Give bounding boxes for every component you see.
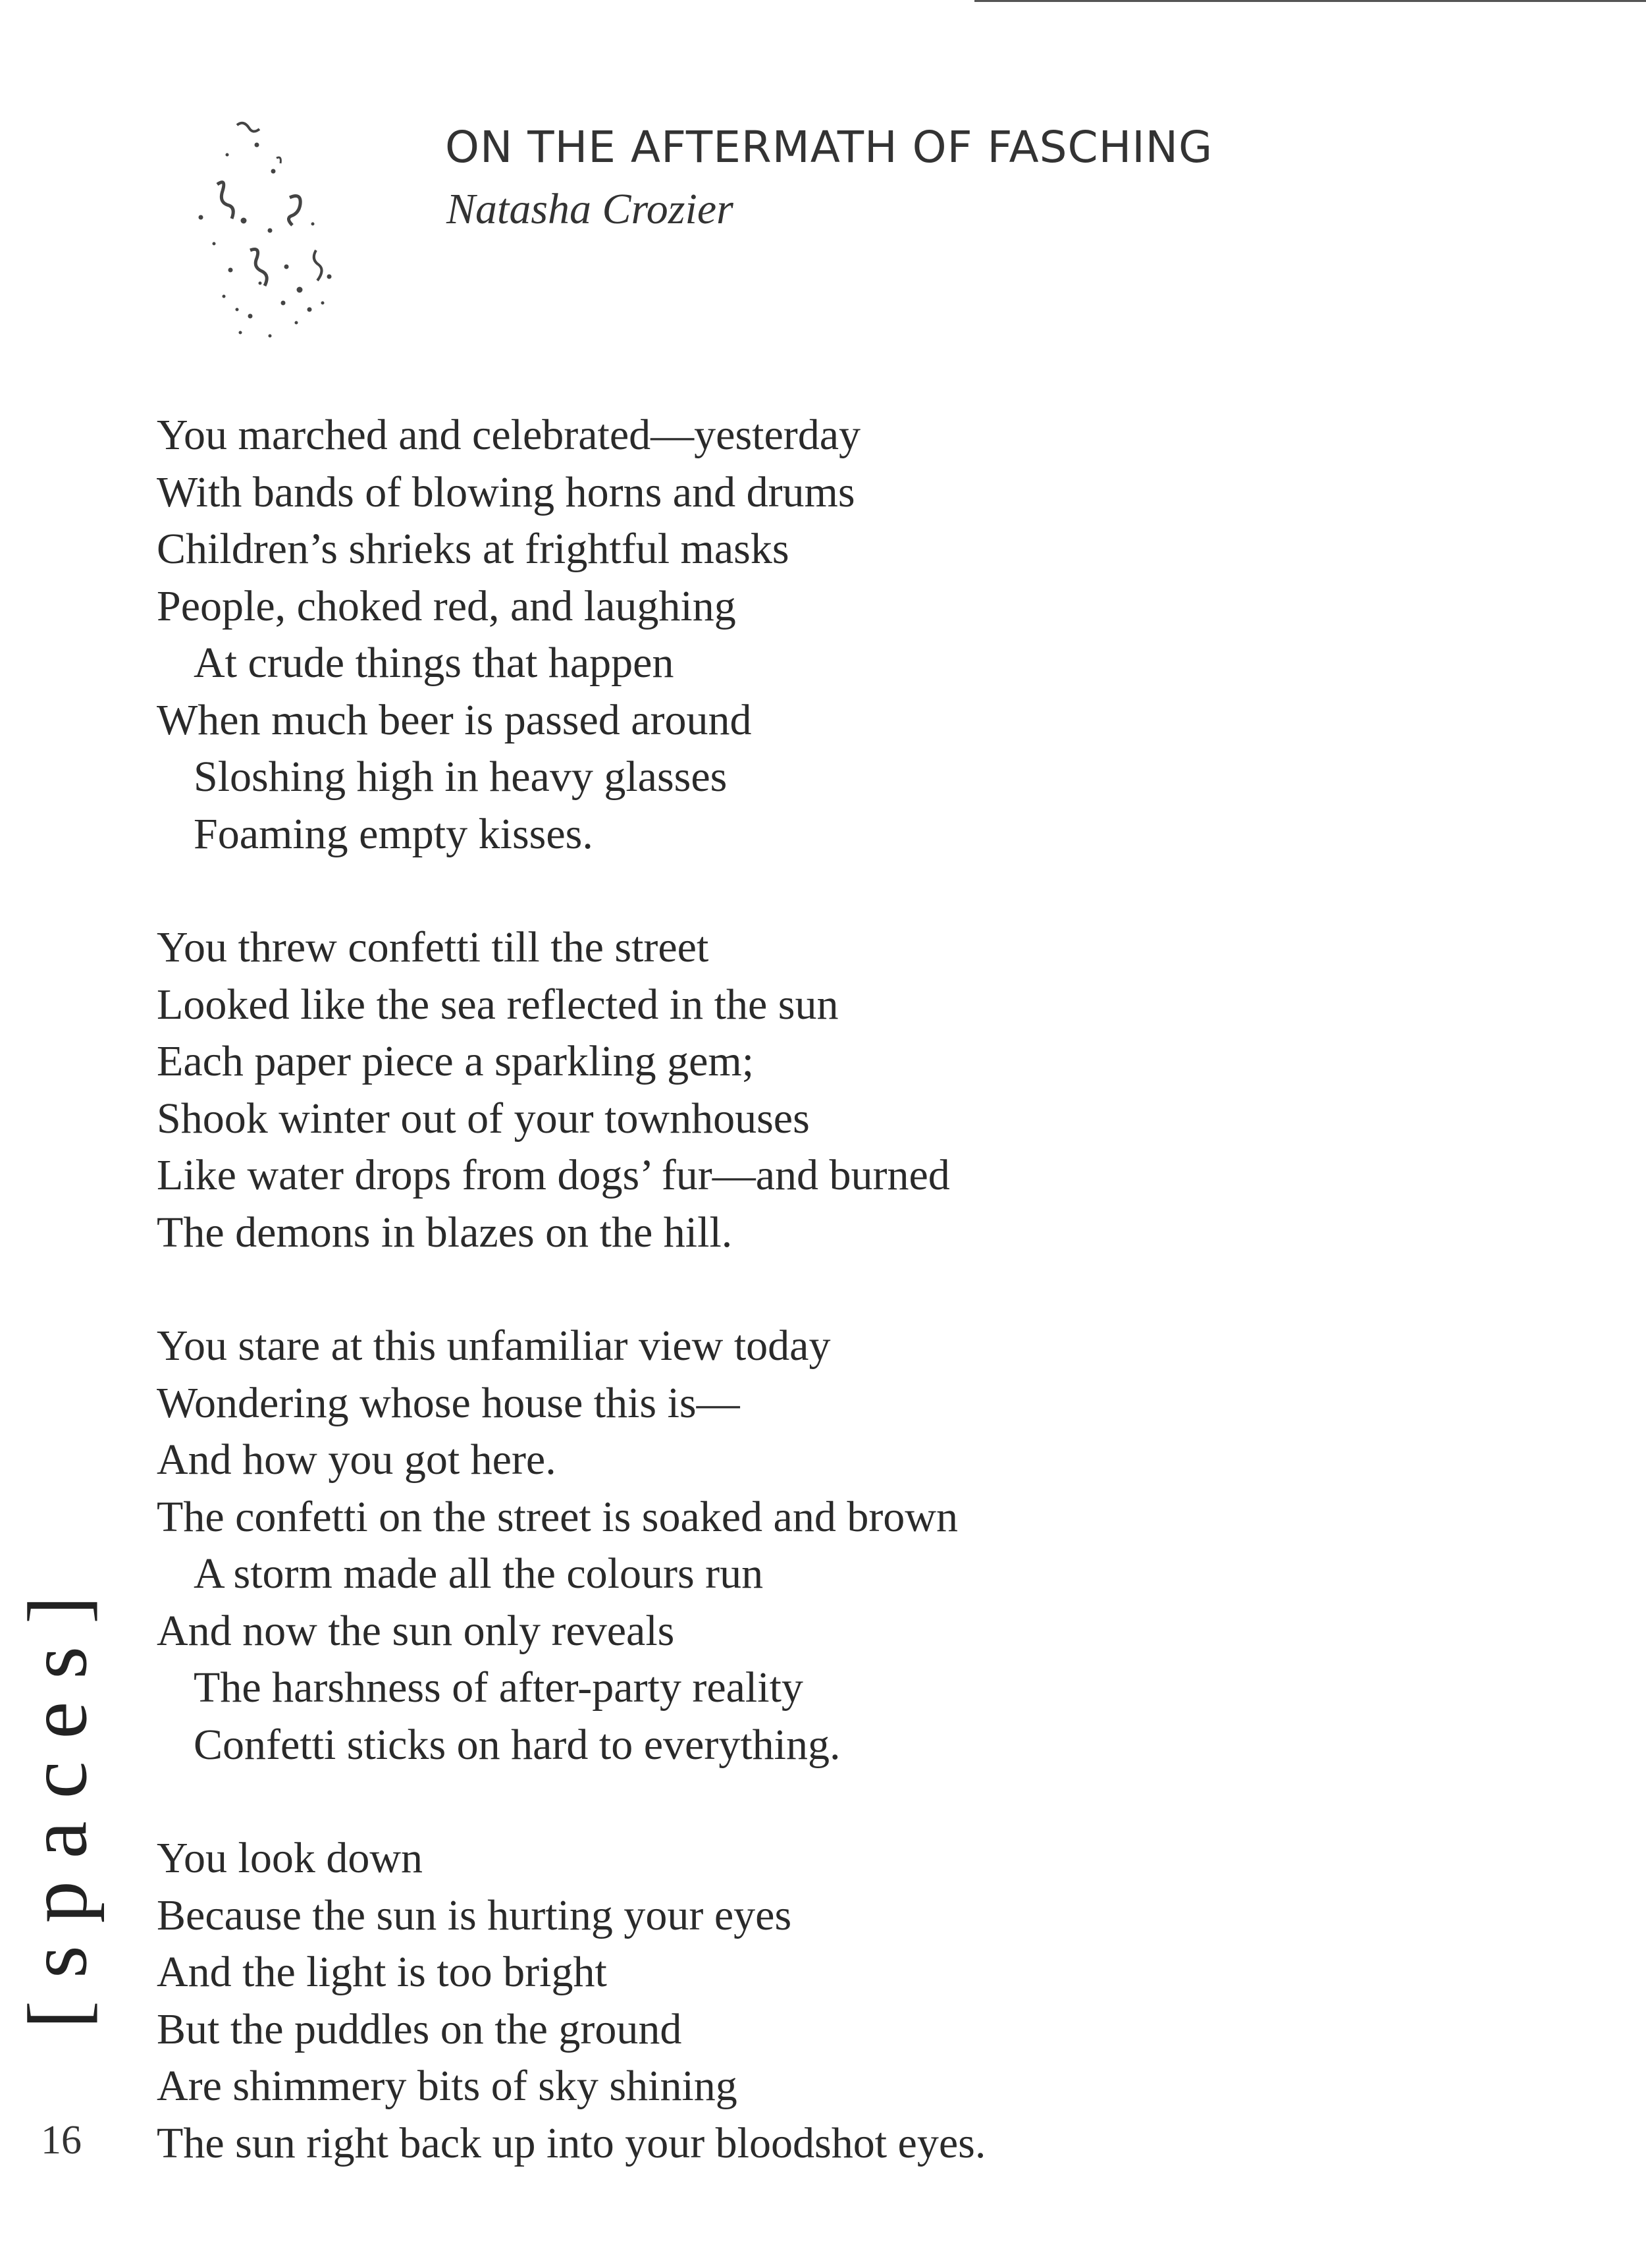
poem-line: Because the sun is hurting your eyes: [157, 1891, 792, 1939]
poem-author: Natasha Crozier: [446, 185, 733, 233]
poem-line: Each paper piece a sparkling gem;: [157, 1037, 755, 1085]
poem-line: You marched and celebrated—yesterday: [157, 411, 861, 459]
poem-line: Children’s shrieks at frightful masks: [157, 525, 789, 573]
poem-line: Shook winter out of your townhouses: [157, 1094, 810, 1143]
stanza: [157, 407, 1408, 863]
poem-line: The confetti on the street is soaked and brown: [157, 1492, 958, 1541]
poem-line: When much beer is passed around: [157, 695, 752, 744]
poem-line: At crude things that happen: [194, 639, 674, 687]
poem-line: Looked like the sea reflected in the sun: [157, 980, 839, 1029]
poem-line: The demons in blazes on the hill.: [157, 1208, 733, 1256]
poem-line: You stare at this unfamiliar view today: [157, 1322, 831, 1370]
poem-line: Are shimmery bits of sky shining: [157, 2062, 737, 2110]
journal-name-vertical: [11, 1498, 105, 2104]
poem-line: Wondering whose house this is—: [157, 1378, 740, 1427]
poem-line: But the puddles on the ground: [157, 2005, 682, 2053]
poem-title: ON THE AFTERMATH OF FASCHING: [445, 122, 1213, 173]
poem-line: The harshness of after-party reality: [194, 1663, 803, 1712]
stanza: [157, 1318, 1408, 1773]
poem-line: And now the sun only reveals: [157, 1606, 675, 1655]
poem-line: Like water drops from dogs’ fur—and burned: [157, 1151, 950, 1199]
poem-body: [157, 407, 1408, 2228]
poem-line: People, choked red, and laughing: [157, 581, 736, 630]
journal-name-text: [spaces]: [11, 1573, 105, 2029]
page-number: 16: [41, 2118, 82, 2163]
poem-line: Foaming empty kisses.: [194, 809, 593, 858]
stanza: [157, 919, 1408, 1261]
poem-line: With bands of blowing horns and drums: [157, 468, 855, 516]
poem-line: You threw confetti till the street: [157, 923, 709, 971]
stanza: [157, 1830, 1408, 2172]
poem-line: And the light is too bright: [157, 1948, 607, 1996]
poem-line: You look down: [157, 1834, 423, 1882]
poem-line: The sun right back up into your bloodshot eyes.: [157, 2119, 986, 2167]
poem-line: Confetti sticks on hard to everything.: [194, 1720, 841, 1769]
confetti-ornament-icon: [178, 105, 356, 349]
poem-line: A storm made all the colours run: [194, 1550, 764, 1598]
poem-line: And how you got here.: [157, 1436, 556, 1484]
poem-line: Sloshing high in heavy glasses: [194, 753, 728, 801]
top-rule: [974, 0, 1646, 2]
